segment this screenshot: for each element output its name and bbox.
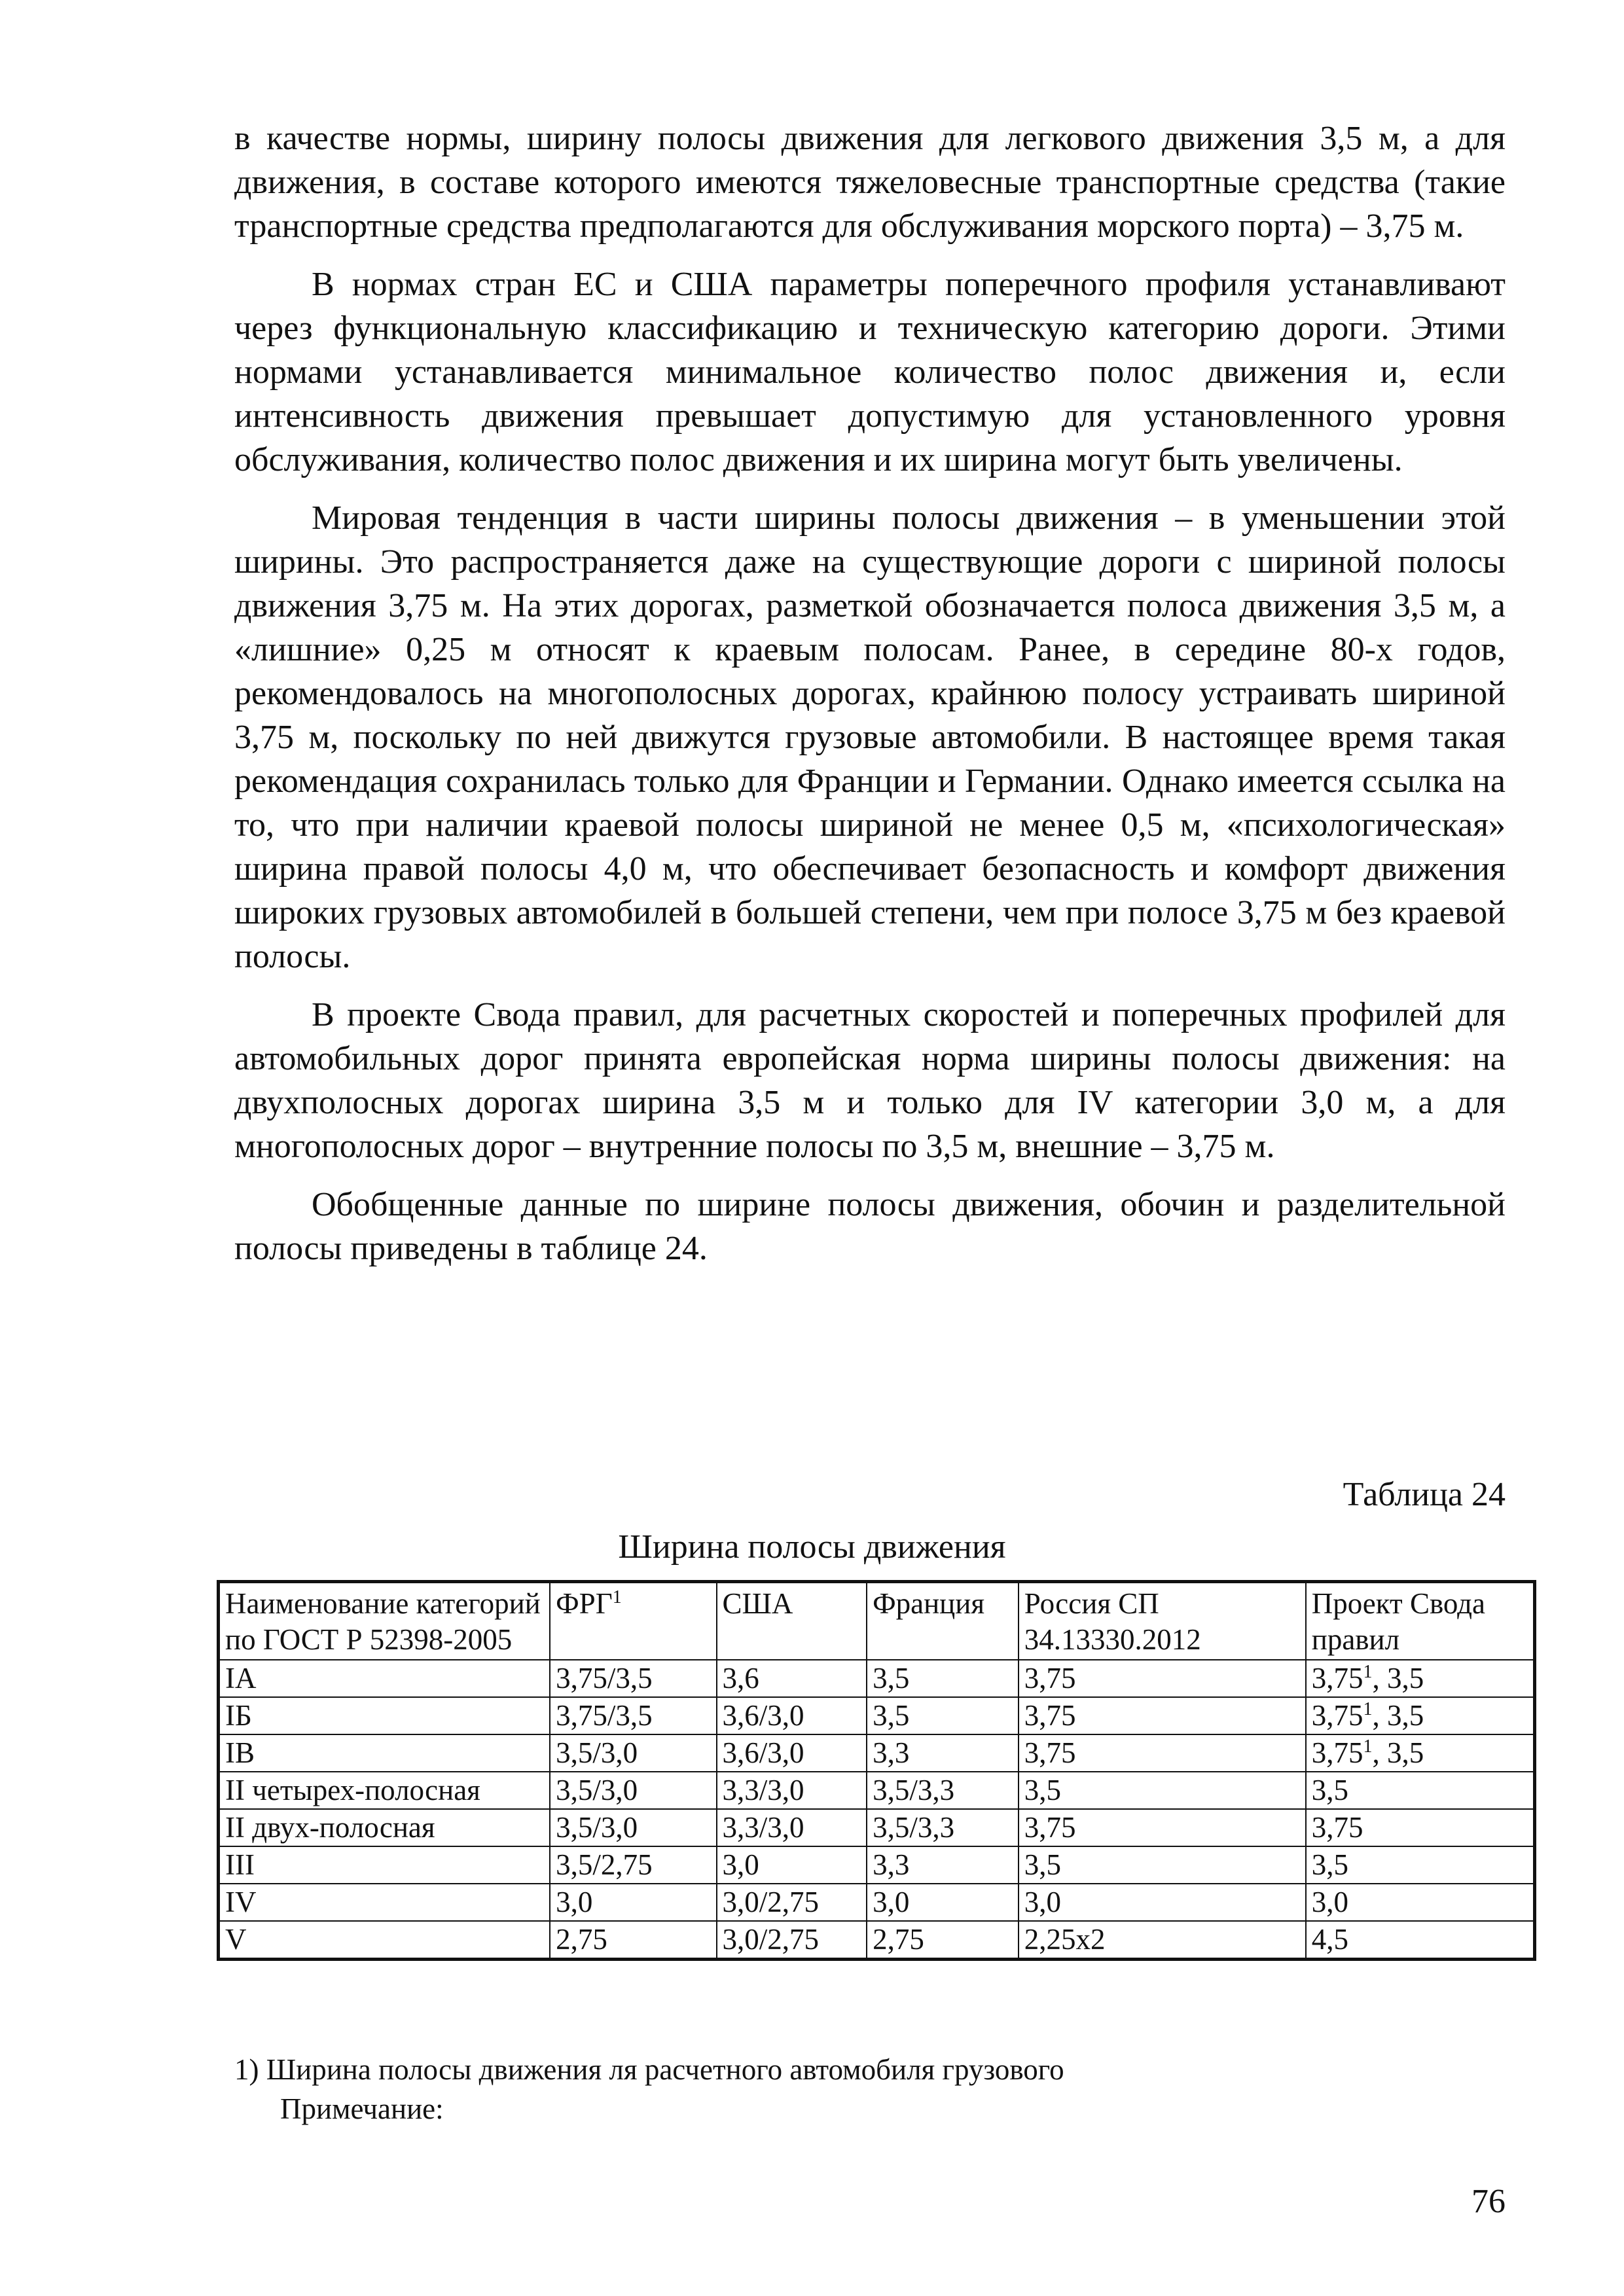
header-frg-footnote-mark: 1: [612, 1587, 622, 1607]
cell-category: V: [219, 1921, 550, 1960]
cell-frg: 3,5/3,0: [550, 1809, 716, 1846]
header-category: Наименование категорий по ГОСТ Р 52398-2005: [219, 1582, 550, 1660]
cell-usa: 3,0/2,75: [717, 1884, 867, 1921]
table-row: [219, 1660, 1535, 1697]
header-france: Франция: [867, 1582, 1019, 1660]
cell-usa: 3,6/3,0: [717, 1697, 867, 1734]
header-russia: Россия СП 34.13330.2012: [1019, 1582, 1306, 1660]
table-row: [219, 1772, 1535, 1809]
cell-project-value: 3,5: [1311, 1774, 1348, 1806]
header-usa: США: [717, 1582, 867, 1660]
cell-france: 2,75: [867, 1921, 1019, 1960]
body-text: [234, 117, 1506, 1285]
cell-project-value: 3,75: [1311, 1811, 1363, 1844]
cell-usa: 3,3/3,0: [717, 1772, 867, 1809]
table-label: Таблица 24: [1343, 1476, 1506, 1513]
page-number: 76: [1471, 2183, 1506, 2220]
cell-usa: 3,3/3,0: [717, 1809, 867, 1846]
paragraph-1: в качестве нормы, ширину полосы движения для легкового движения 3,5 м, а для движения, в составе которого имеются тяжеловесные транспортные средства (такие транспортные средства предполагаются для обслуживания морского порта) – 3,75 м.: [234, 120, 1506, 245]
table-row: [219, 1697, 1535, 1734]
cell-project-footnote-mark: 1: [1363, 1699, 1373, 1719]
cell-frg: 3,5/2,75: [550, 1846, 716, 1884]
paragraph-5: Обобщенные данные по ширине полосы движения, обочин и разделительной полосы приведены в таблице 24.: [234, 1186, 1506, 1267]
cell-category: IБ: [219, 1697, 550, 1734]
cell-russia: 3,75: [1019, 1734, 1306, 1772]
cell-project: [1306, 1697, 1535, 1734]
table-title: Ширина полосы движения: [618, 1528, 1006, 1566]
table-row: [219, 1921, 1535, 1960]
cell-france: 3,5: [867, 1660, 1019, 1697]
cell-project: [1306, 1809, 1535, 1846]
cell-project-extra: , 3,5: [1372, 1662, 1424, 1695]
cell-category: IA: [219, 1660, 550, 1697]
cell-project-footnote-mark: 1: [1363, 1736, 1373, 1757]
cell-category: II четырех-полосная: [219, 1772, 550, 1809]
cell-france: 3,5/3,3: [867, 1772, 1019, 1809]
lane-width-table: [217, 1580, 1536, 1961]
cell-russia: 3,75: [1019, 1809, 1306, 1846]
cell-russia: 3,75: [1019, 1697, 1306, 1734]
cell-project: [1306, 1846, 1535, 1884]
cell-project: [1306, 1884, 1535, 1921]
cell-project-value: 3,75: [1311, 1699, 1363, 1732]
cell-project-footnote-mark: 1: [1363, 1662, 1373, 1682]
cell-usa: 3,6: [717, 1660, 867, 1697]
cell-project-value: 3,0: [1311, 1886, 1348, 1918]
cell-usa: 3,0: [717, 1846, 867, 1884]
paragraph-3: Мировая тенденция в части ширины полосы движения – в уменьшении этой ширины. Это распространяется даже на существующие дороги с шириной полосы движения 3,75 м. На этих дорогах, разметкой обозначается полоса движения 3,5 м, а «лишние» 0,25 м относят к краевым полосам. Ранее, в середине 80-х годов, рекомендовалось на многополосных дорогах, крайнюю полосу устраивать шириной 3,75 м, поскольку по ней движутся грузовые автомобили. В настоящее время такая рекомендация сохранилась только для Франции и Германии. Однако имеется ссылка на то, что при наличии краевой полосы шириной не менее 0,5 м, «психологическая» ширина правой полосы 4,0 м, что обеспечивает безопасность и комфорт движения широких грузовых автомобилей в большей степени, чем при полосе 3,75 м без краевой полосы.: [234, 499, 1506, 975]
paragraph-4: В проекте Свода правил, для расчетных скоростей и поперечных профилей для автомобильных дорог принята европейская норма ширины полосы движения: на двухполосных дорогах ширина 3,5 м и только для IV категории 3,0 м, а для многополосных дорог – внутренние полосы по 3,5 м, внешние – 3,75 м.: [234, 996, 1506, 1165]
header-project: Проект Свода правил: [1306, 1582, 1535, 1660]
cell-usa: 3,0/2,75: [717, 1921, 867, 1960]
cell-russia: 3,5: [1019, 1772, 1306, 1809]
table-row: [219, 1734, 1535, 1772]
cell-project-value: 3,75: [1311, 1736, 1363, 1769]
cell-frg: 3,75/3,5: [550, 1660, 716, 1697]
cell-project: [1306, 1734, 1535, 1772]
cell-category: IВ: [219, 1734, 550, 1772]
cell-france: 3,3: [867, 1846, 1019, 1884]
cell-project-extra: , 3,5: [1372, 1736, 1424, 1769]
cell-project-value: 4,5: [1311, 1923, 1348, 1956]
cell-france: 3,5/3,3: [867, 1809, 1019, 1846]
cell-frg: 2,75: [550, 1921, 716, 1960]
cell-france: 3,5: [867, 1697, 1019, 1734]
cell-category: III: [219, 1846, 550, 1884]
cell-project: [1306, 1772, 1535, 1809]
cell-project: [1306, 1921, 1535, 1960]
cell-frg: 3,5/3,0: [550, 1772, 716, 1809]
table-header-row: [219, 1582, 1535, 1660]
cell-category: II двух-полосная: [219, 1809, 550, 1846]
cell-frg: 3,0: [550, 1884, 716, 1921]
header-frg: [550, 1582, 716, 1660]
table-body: [219, 1660, 1535, 1960]
cell-project: [1306, 1660, 1535, 1697]
cell-russia: 3,5: [1019, 1846, 1306, 1884]
table-row: [219, 1884, 1535, 1921]
table-note: Примечание:: [280, 2092, 444, 2125]
cell-frg: 3,75/3,5: [550, 1697, 716, 1734]
cell-usa: 3,6/3,0: [717, 1734, 867, 1772]
table-footnote: 1) Ширина полосы движения ля расчетного автомобиля грузового: [234, 2053, 1064, 2086]
cell-russia: 3,0: [1019, 1884, 1306, 1921]
cell-project-value: 3,75: [1311, 1662, 1363, 1695]
cell-project-extra: , 3,5: [1372, 1699, 1424, 1732]
table-row: [219, 1809, 1535, 1846]
cell-russia: 3,75: [1019, 1660, 1306, 1697]
cell-france: 3,0: [867, 1884, 1019, 1921]
cell-frg: 3,5/3,0: [550, 1734, 716, 1772]
paragraph-2: В нормах стран ЕС и США параметры поперечного профиля устанавливают через функциональную классификацию и техническую категорию дороги. Этими нормами устанавливается минимальное количество полос движения и, если интенсивность движения превышает допустимую для установленного уровня обслуживания, количество полос движения и их ширина могут быть увеличены.: [234, 266, 1506, 478]
header-frg-label: ФРГ: [556, 1587, 613, 1620]
cell-france: 3,3: [867, 1734, 1019, 1772]
cell-category: IV: [219, 1884, 550, 1921]
cell-project-value: 3,5: [1311, 1848, 1348, 1881]
cell-russia: 2,25х2: [1019, 1921, 1306, 1960]
table-row: [219, 1846, 1535, 1884]
